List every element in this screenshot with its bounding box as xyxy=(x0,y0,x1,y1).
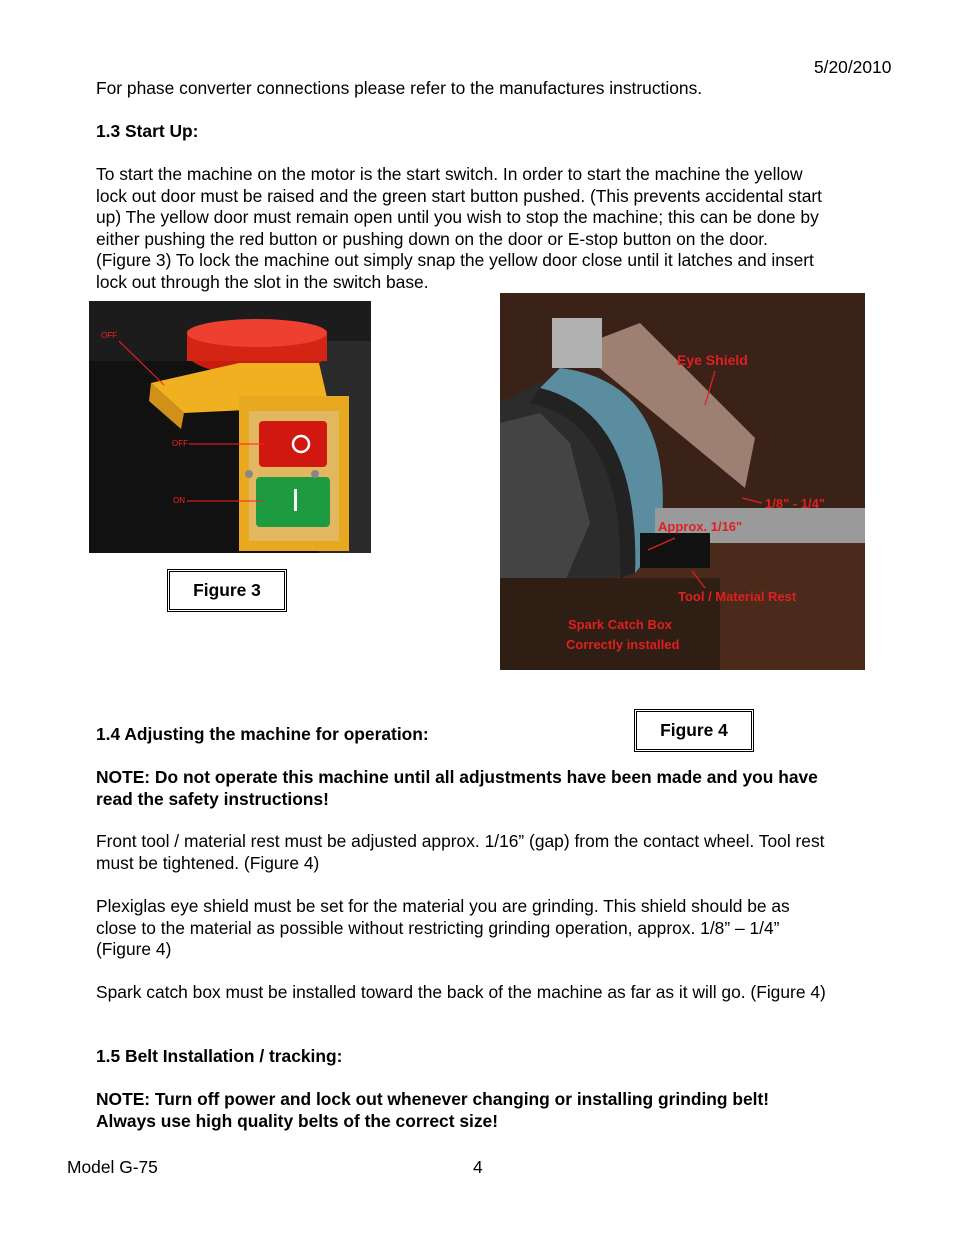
text-line: Plexiglas eye shield must be set for the material you are grinding. This shield should be as xyxy=(96,896,790,916)
label-off: OFF xyxy=(172,439,188,448)
label-tool-rest: Tool / Material Rest xyxy=(678,589,797,604)
section-1-3-heading: 1.3 Start Up: xyxy=(96,121,199,141)
text-line: lock out through the slot in the switch base. xyxy=(96,271,429,292)
figure-3-caption: Figure 3 xyxy=(167,569,287,612)
section-1-4-heading: 1.4 Adjusting the machine for operation: xyxy=(96,724,429,744)
text-line: To start the machine on the motor is the start switch. In order to start the machine the yellow xyxy=(96,164,803,184)
figure-4-photo xyxy=(500,293,865,670)
text-line: must be tightened. (Figure 4) xyxy=(96,852,320,873)
section-1-4-paragraph-1 xyxy=(96,831,891,874)
section-1-5-heading: 1.5 Belt Installation / tracking: xyxy=(96,1046,343,1066)
intro-paragraph: For phase converter connections please refer to the manufactures instructions. xyxy=(96,78,703,98)
section-1-4-note xyxy=(96,767,891,810)
grinder-illustration xyxy=(500,293,865,670)
figure-4-caption: Figure 4 xyxy=(634,709,754,752)
text-line: NOTE: Turn off power and lock out whenever changing or installing grinding belt! xyxy=(96,1089,770,1109)
label-approx: Approx. 1/16" xyxy=(658,519,743,534)
text-line: close to the material as possible without restricting grinding operation, approx. 1/8” – 1/4” xyxy=(96,917,780,938)
label-off-top: OFF xyxy=(101,331,117,340)
label-eye-shield: Eye Shield xyxy=(677,352,748,368)
label-on: ON xyxy=(173,496,185,505)
section-1-4-paragraph-2 xyxy=(96,896,891,961)
figure-3-photo xyxy=(89,301,371,553)
label-gap-large: 1/8" - 1/4" xyxy=(765,496,826,511)
text-line: (Figure 3) To lock the machine out simply snap the yellow door close until it latches and insert xyxy=(96,250,814,270)
text-line: read the safety instructions! xyxy=(96,788,329,809)
section-1-4-paragraph-3: Spark catch box must be installed toward the back of the machine as far as it will go. (Figure 4) xyxy=(96,982,826,1002)
text-line: lock out door must be raised and the green start button pushed. (This prevents accidental start xyxy=(96,185,822,206)
header-date: 5/20/2010 xyxy=(814,57,892,77)
switch-illustration xyxy=(89,301,371,553)
section-1-5-note xyxy=(96,1089,891,1132)
text-line: (Figure 4) xyxy=(96,939,172,959)
text-line: either pushing the red button or pushing down on the door or E-stop button on the door. xyxy=(96,228,768,249)
text-line: Front tool / material rest must be adjusted approx. 1/16” (gap) from the contact wheel. Tool rest xyxy=(96,831,825,851)
page-number: 4 xyxy=(473,1157,483,1177)
label-spark-catch-2: Correctly installed xyxy=(566,637,680,652)
section-1-3-paragraph xyxy=(96,164,891,293)
text-line: Always use high quality belts of the correct size! xyxy=(96,1110,499,1131)
footer-model: Model G-75 xyxy=(67,1157,158,1177)
label-spark-catch-1: Spark Catch Box xyxy=(568,617,673,632)
text-line: up) The yellow door must remain open until you wish to stop the machine; this can be done by xyxy=(96,207,819,227)
text-line: NOTE: Do not operate this machine until all adjustments have been made and you have xyxy=(96,767,818,787)
